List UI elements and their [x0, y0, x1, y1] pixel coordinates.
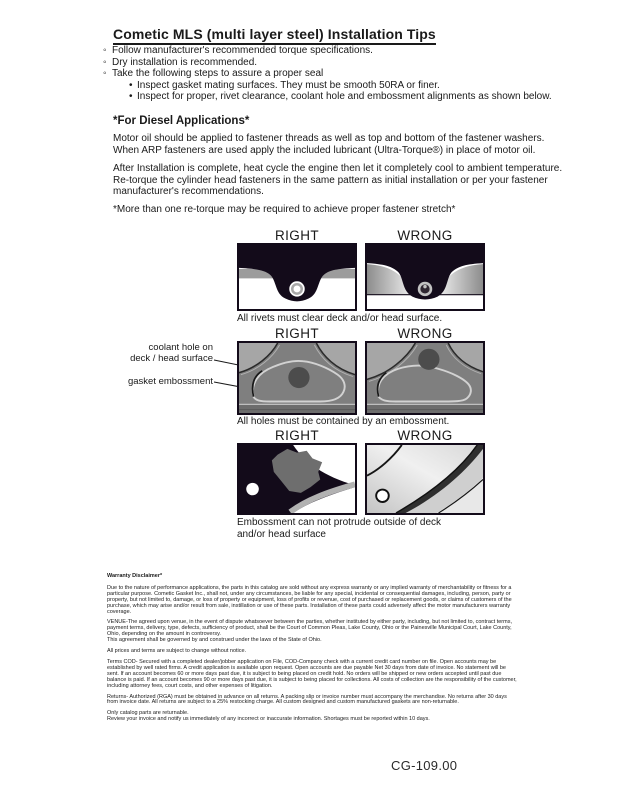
embossment-wrong-illustration [367, 343, 483, 413]
page-number: CG-109.00 [391, 758, 458, 773]
bullet-icon: • [129, 79, 133, 91]
diagram-caption: All holes must be contained by an embossment. [237, 416, 450, 427]
disclaimer-paragraph: Only catalog parts are returnable. [107, 710, 189, 717]
rivet-right-illustration [239, 245, 355, 309]
tip-text: Follow manufacturer's recommended torque specifications. [112, 45, 373, 56]
list-item [129, 91, 608, 103]
diagram-protrusion-right [237, 443, 357, 515]
installation-tips-list [103, 45, 608, 103]
disclaimer-paragraph: This agreement shall be governed by and construed under the laws of the State of Ohio. [107, 637, 322, 644]
right-label: RIGHT [275, 228, 319, 243]
tip-text: Inspect for proper, rivet clearance, coolant hole and embossment alignments as shown below. [137, 91, 552, 103]
bullet-icon: ◦ [103, 68, 107, 80]
gasket-embossment-label: gasket embossment [127, 376, 213, 387]
tip-text: Take the following steps to assure a proper seal [112, 68, 324, 80]
bullet-icon: ◦ [103, 56, 107, 68]
diagram-embossment-wrong [365, 341, 485, 415]
diesel-applications-heading: *For Diesel Applications* [113, 115, 250, 127]
disclaimer-paragraph: Review your invoice and notify us immediately of any incorrect or inaccurate information. Shortages must be reported within 10 days. [107, 716, 430, 723]
coolant-hole-label: coolant hole on deck / head surface [130, 342, 213, 364]
diesel-paragraph-2: After Installation is complete, heat cycle the engine then let it completely cool to ambient temperature. Re-torque the cylinder head fasteners in the same pattern as initial installation or per your fastener manufacturer's recommendations. [113, 163, 563, 197]
retorque-note: *More than one re-torque may be required to achieve proper fastener stretch* [113, 204, 456, 215]
right-label: RIGHT [275, 326, 319, 341]
protrusion-right-illustration [239, 445, 355, 513]
protrusion-wrong-illustration [367, 445, 483, 513]
tip-text: Dry installation is recommended. [112, 56, 258, 68]
diagram-protrusion-wrong [365, 443, 485, 515]
list-item [129, 80, 608, 92]
list-item [103, 68, 608, 80]
diagram-caption: All rivets must clear deck and/or head surface. [237, 313, 443, 324]
wrong-label: WRONG [397, 326, 453, 341]
right-label: RIGHT [275, 428, 319, 443]
diagram-caption: Embossment can not protrude outside of deck and/or head surface [237, 517, 442, 540]
disclaimer-paragraph: Returns- Authorized (RGA) must be obtained in advance on all returns. A packing slip or invoice number must accompany the merchandise. No returns after 30 days from invoice date. All returns are subject to a 25% restocking charge. All custom designed and custom manufactured gaskets are non-returnable. [107, 693, 507, 706]
warranty-disclaimer [107, 574, 517, 728]
disclaimer-heading: Warranty Disclaimer* [107, 573, 163, 579]
disclaimer-paragraph: Terms COD- Secured with a completed dealer/jobber application on File, COD-Company check with a current credit card number on file. Open accounts may be established by well rated firms. A credit application is available upon request. Open accounts are due payable Net 30 days from date of invoice. No statement will be sent. If an account becomes 60 or more days past due, it is subject to being placed on credit hold. No orders will be shipped or new orders accepted until past due balance is paid. If an account becomes 90 or more days past due, it is subject to being placed for collections. All costs of collection are the responsibility of the customer, including attorney fees, court costs, and other expenses of litigation. [107, 658, 517, 689]
disclaimer-paragraph: Due to the nature of performance applications, the parts in this catalog are sold without any express warranty or any implied warranty of merchantability or fitness for a particular purpose. Cometic Gasket Inc., shall not, under any circumstances, be liable for any special, incidental or consequential damages, including, person, party or property, but not limited to, damage, or loss of property or equipment, loss of profits or revenue, cost of purchased or replacement goods, or claims of customers of the purchase, which may arise and/or result from sale, instillation or use of these parts. Installation of these parts could adversely affect the motor manufacturers warranty coverage. [107, 584, 512, 615]
diagram-rivet-right [237, 243, 357, 311]
bullet-icon: • [129, 91, 133, 103]
page-title: Cometic MLS (multi layer steel) Installation Tips [113, 26, 436, 45]
wrong-label: WRONG [397, 428, 453, 443]
diagram-rivet-wrong [365, 243, 485, 311]
embossment-right-illustration [239, 343, 355, 413]
disclaimer-paragraph: All prices and terms are subject to change without notice. [107, 648, 247, 655]
bullet-icon: ◦ [103, 45, 107, 56]
wrong-label: WRONG [397, 228, 453, 243]
rivet-wrong-illustration [367, 245, 483, 309]
diesel-paragraph-1: Motor oil should be applied to fastener threads as well as top and bottom of the fastener washers. When ARP fasteners are used apply the included lubricant (Ultra-Torque®) in place of motor oil. [113, 133, 545, 156]
diagram-embossment-right [237, 341, 357, 415]
disclaimer-paragraph: VENUE-The agreed upon venue, in the event of dispute whatsoever between the parties, whether instituted by either party, including, but not limited to, contract terms, payment terms, delivery, type, defects, sufficiency of product, shall be the Court of Common Pleas, Lake County, Ohio or the Painesville Municipal Court, Lake County, Ohio, depending on the amount in controversy. [107, 619, 512, 638]
list-item [103, 57, 608, 69]
tip-text: Inspect gasket mating surfaces. They must be smooth 50RA or finer. [137, 79, 440, 91]
list-item [103, 45, 608, 57]
